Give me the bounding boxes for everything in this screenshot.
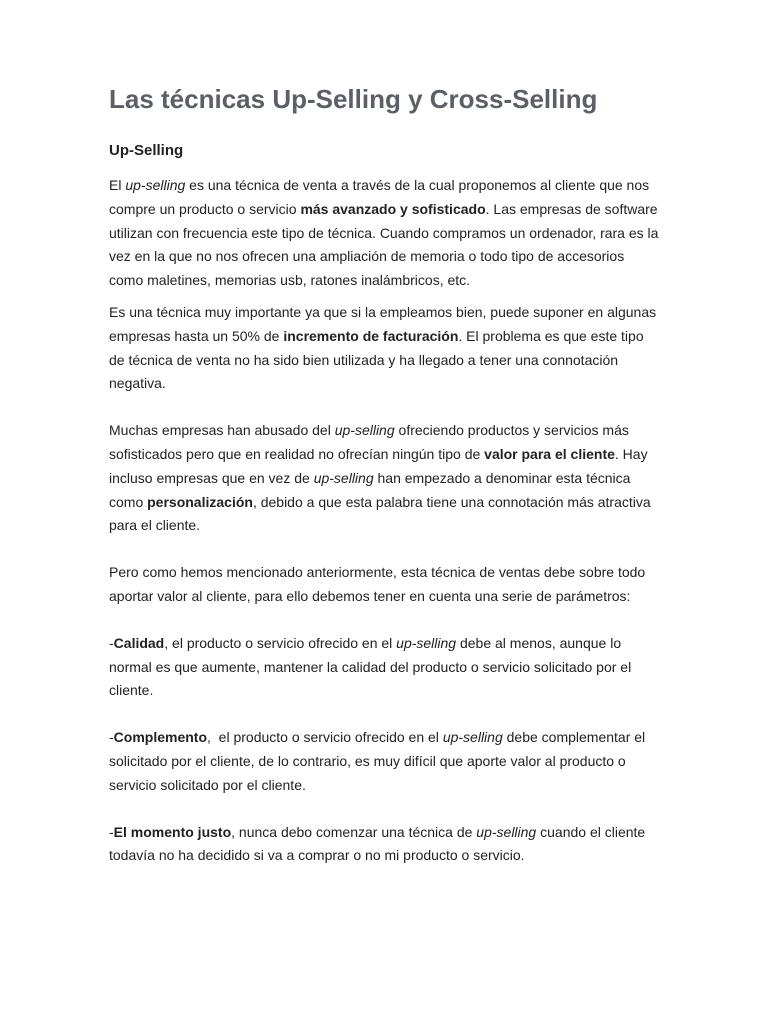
italic-term: up-selling [442, 729, 503, 746]
paragraph-calidad [109, 632, 662, 703]
text-run: es una técnica de venta a través de la cual proponemos al cliente que nos compre un producto o servicio [109, 177, 650, 217]
text-run: debe al menos, aunque lo normal es que aumente, mantener la calidad del producto o servicio solicitado por el cliente. [109, 634, 632, 699]
text-run: . Hay incluso empresas que en vez de [109, 445, 648, 486]
paragraph-parameters [109, 561, 662, 609]
bold-term: El momento justo [113, 823, 232, 840]
text-run: , el producto o servicio ofrecido en el [207, 729, 443, 746]
paragraph-abuse [109, 419, 662, 538]
paragraph-momento-justo [109, 821, 662, 869]
text-run: han empezado a denominar esta técnica como [109, 469, 631, 510]
text-run: , el producto o servicio ofrecido en el [164, 634, 397, 651]
bold-term: valor para el cliente [484, 445, 615, 462]
paragraph-importance [109, 301, 662, 396]
text-run: Muchas empresas han abusado del [109, 422, 335, 439]
text-run: Es una técnica muy importante ya que si la empleamos bien, puede suponer en algunas empresas hasta un 50% de [109, 303, 657, 344]
bold-term: más avanzado y sofisticado [300, 200, 486, 217]
page-title: Las técnicas Up-Selling y Cross-Selling [109, 84, 598, 114]
text-run: . Las empresas de software utilizan con frecuencia este tipo de técnica. Cuando compramos un ordenador, rara es la vez en la que no nos ofrecen una ampliación de memoria o todo tipo de accesorios como maletines, memorias usb, ratones inalámbricos, etc. [109, 200, 659, 289]
text-run: - [109, 729, 114, 746]
bold-term: Complemento [113, 729, 208, 746]
text-run: El [109, 177, 126, 193]
text-run: . El problema es que este tipo de técnica de venta no ha sido bien utilizada y ha llegado a tener una connotación negativa. [109, 327, 644, 392]
text-run: - [109, 634, 114, 651]
section-heading: Up-Selling [109, 142, 184, 159]
text-run: - [109, 823, 114, 840]
italic-term: up-selling [476, 823, 537, 840]
bold-term: Calidad [113, 634, 165, 651]
italic-term: up-selling [334, 422, 395, 439]
italic-term: up-selling [396, 634, 457, 651]
italic-term: up-selling [313, 469, 374, 486]
italic-term: up-selling [125, 177, 186, 193]
text-run: debe complementar el solicitado por el cliente, de lo contrario, es muy difícil que aporte valor al producto o servicio solicitado por el cliente. [109, 729, 646, 793]
text-run: , nunca debo comenzar una técnica de [231, 823, 477, 840]
bold-term: incremento de facturación [283, 327, 459, 344]
text-run: ofreciendo productos y servicios más sofisticados pero que en realidad no ofrecían ningún tipo de [109, 422, 629, 462]
bold-term: personalización [147, 493, 253, 510]
paragraph-intro [109, 174, 662, 293]
paragraph-complemento [109, 726, 662, 797]
text-run: , debido a que esta palabra tiene una connotación más atractiva para el cliente. [109, 493, 651, 534]
text-run: cuando el cliente todavía no ha decidido si va a comprar o no mi producto o servicio. [109, 823, 646, 864]
text-run: Pero como hemos mencionado anteriormente, esta técnica de ventas debe sobre todo aportar valor al cliente, para ello debemos tener en cuenta una serie de parámetros: [109, 564, 646, 604]
